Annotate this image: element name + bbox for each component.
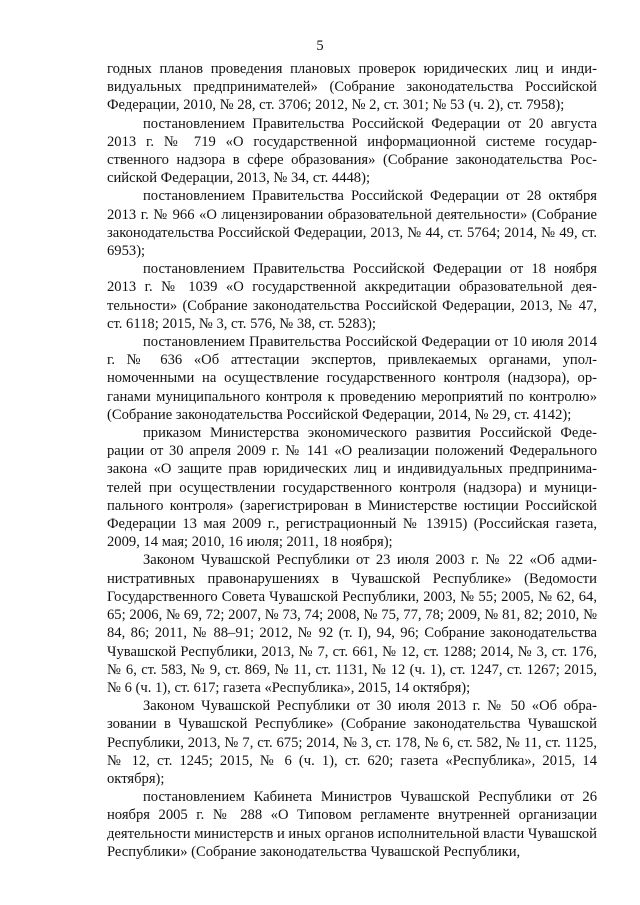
paragraph: постановлением Правительства Российской Федерации от 28 октября 2013 г. № 966 «О лицензировании образовательной деятельности» (Собрание законодательства Российской Федерации, 2013, № 44, ст. 5764; 2014, № 49, ст. 6953); [107,188,597,260]
paragraph: годных планов проведения плановых проверок юридических лиц и индивидуальных предпринимателей» (Собрание законодательства Российской Федерации, 2010, № 28, ст. 3706; 2012, № 2, ст. 301; № 53 (ч. 2), ст. 7958); [107,61,597,114]
paragraph: приказом Министерства экономического развития Российской Федерации от 30 апреля 2009 г. № 141 «О реализации положений Федерального закона «О защите прав юридических лиц и индивидуальных предпринимателей при осуществлении государственного контроля (надзора) и муниципального контроля» (зарегистрирован в Министерстве юстиции Российской Федерации 13 мая 2009 г., регистрационный № 13915) (Российская газета, 2009, 14 мая; 2010, 16 июля; 2011, 18 ноября); [107,425,597,551]
paragraph: постановлением Правительства Российской Федерации от 10 июля 2014 г. № 636 «Об аттестации экспертов, привлекаемых органами, уполномоченными на осуществление государственного контроля (надзора), органами муниципального контроля к проведению мероприятий по контролю» (Собрание законодательства Российской Федерации, 2014, № 29, ст. 4142); [107,334,597,423]
document-body [107,60,597,861]
paragraph: Законом Чувашской Республики от 30 июля 2013 г. № 50 «Об образовании в Чувашской Республике» (Собрание законодательства Чувашской Республики, 2013, № 7, ст. 675; 2014, № 3, ст. 178, № 6, ст. 582, № 11, ст. 1125, № 12, ст. 1245; 2015, № 6 (ч. 1), ст. 620; газета «Республика», 2015, 14 октября); [107,698,597,787]
paragraph: постановлением Правительства Российской Федерации от 18 ноября 2013 г. № 1039 «О государственной аккредитации образовательной деятельности» (Собрание законодательства Российской Федерации, 2013, № 47, ст. 6118; 2015, № 3, ст. 576, № 38, ст. 5283); [107,261,597,332]
paragraph: Законом Чувашской Республики от 23 июля 2003 г. № 22 «Об административных правонарушениях в Чувашской Республике» (Ведомости Государственного Совета Чувашской Республики, 2003, № 55; 2005, № 62, 64, 65; 2006, № 69, 72; 2007, № 73, 74; 2008, № 75, 77, 78; 2009, № 81, 82; 2010, № 84, 86; 2011, № 88–91; 2012, № 92 (т. I), 94, 96; Собрание законодательства Чувашской Республики, 2013, № 7, ст. 661, № 12, ст. 1288; 2014, № 3, ст. 176, № 6, ст. 583, № 9, ст. 869, № 11, ст. 1131, № 12 (ч. 1), ст. 1247, ст. 1267; 2015, № 6 (ч. 1), ст. 617; газета «Республика», 2015, 14 октября); [107,552,597,696]
paragraph: постановлением Правительства Российской Федерации от 20 августа 2013 г. № 719 «О государственной информационной системе государственного надзора в сфере образования» (Собрание законодательства Российской Федерации, 2013, № 34, ст. 4448); [107,115,597,187]
paragraph: постановлением Кабинета Министров Чувашской Республики от 26 ноября 2005 г. № 288 «О Типовом регламенте внутренней организации деятельности министерств и иных органов исполнительной власти Чувашской Республики» (Собрание законодательства Чувашской Республики, [107,789,597,860]
page-number: 5 [316,38,324,54]
